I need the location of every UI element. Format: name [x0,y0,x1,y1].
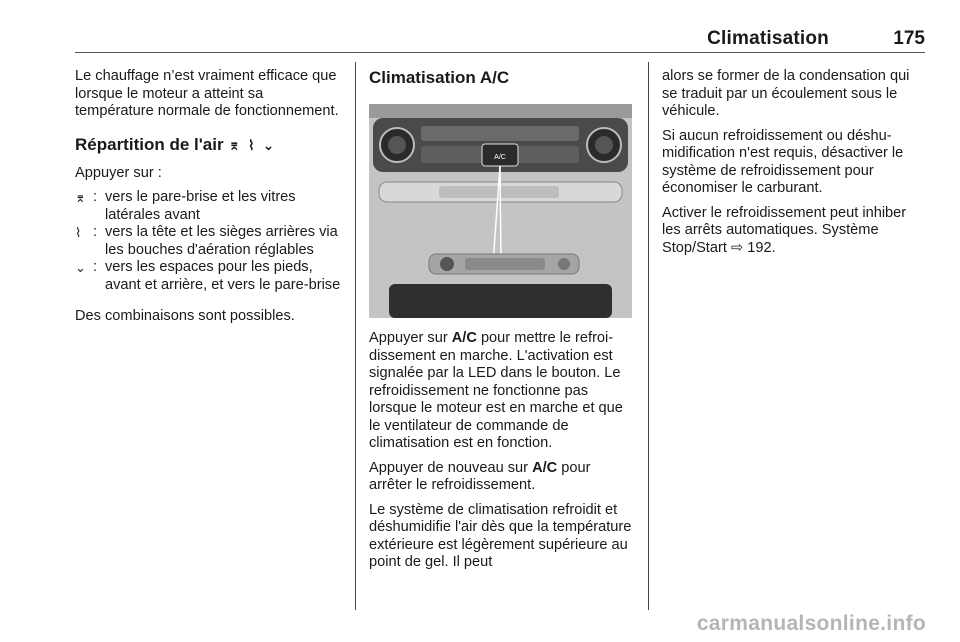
stop-start-paragraph: Activer le refroidissement peut inhiber les arrêts automatiques. Système Stop/Start ⇨ 192. [662,204,907,256]
column-divider-1 [355,62,356,610]
ac-paragraph-2: Appuyer de nouveau sur A/C pour arrêter le refroidissement. [369,459,591,493]
arrow-ref-icon: ⇨ [730,239,744,256]
page-number: 175 [893,28,925,49]
list-item-text: vers le pare-brise et les vitres latérales avant [105,189,296,223]
continuation-paragraph: alors se former de la condensation qui se traduit par un écoulement sous le véhicule. [662,68,910,119]
watermark: carmanualsonline.info [696,612,926,635]
ac-control-panel-photo [369,104,632,318]
air-distribution-icons: ⌆ ⌇ ⌄ [228,136,277,153]
section-heading-air-distribution [75,135,345,155]
column-2 [369,68,632,579]
ac-button-ref: A/C [532,459,558,476]
economy-paragraph: Si aucun refroidissement ou déshumidification n'est requis, désactiver le système de refroidissement pour économiser le carburant. [662,127,904,196]
intro-paragraph: Le chauffage n’est vraiment efficace que lorsque le moteur a atteint sa température normale de fonctionnement. [75,68,339,119]
list-item: ⌄ : vers les espaces pour les pieds, avant et arrière, et vers le pare-brise [75,259,345,294]
ac-panel-illustration [369,104,632,318]
list-item-text: vers les espaces pour les pieds, avant et arrière, et vers le pare-brise [105,259,341,293]
column-divider-2 [648,62,649,610]
page-header [75,28,925,50]
ac-paragraph-1: Appuyer sur A/C pour mettre le refroidissement en marche. L'activation est signalée par la LED dans le bouton. Le refroidissement ne fonctionne pas lorsque le moteur est en marche et que le ventilateur de commande de climatisation est en fonction. [369,330,623,451]
air-distribution-list [75,189,345,294]
footwell-vent-icon: ⌄ [75,260,86,275]
chapter-title: Climatisation [707,28,829,49]
outro-paragraph: Des combinaisons sont possibles. [75,308,295,324]
column-3 [662,68,927,264]
section-heading-ac: Climatisation A/C [369,68,510,87]
list-item-text: vers la tête et les sièges arrières via les bouches d'aération réglables [105,224,338,258]
ac-paragraph-3: Le système de climatisation refroidit et déshumidifie l'air dès que la température extérieure est légèrement supérieure au point de gel. Il peut [369,501,632,570]
section-heading-text: Répartition de l'air [75,134,224,154]
column-1 [75,68,345,333]
list-item: ⌇ : vers la tête et les sièges arrières via les bouches d'aération réglables [75,224,345,259]
ac-button-ref: A/C [451,330,477,346]
face-vent-icon: ⌇ [75,225,82,240]
ac-button-label: A/C [494,154,506,161]
list-item: ⌆ : vers le pare-brise et les vitres latérales avant [75,189,345,224]
lead-text: Appuyer sur : [75,164,162,181]
header-rule [75,52,925,53]
windscreen-vent-icon: ⌆ [75,190,86,205]
page-reference: 192. [747,239,776,256]
